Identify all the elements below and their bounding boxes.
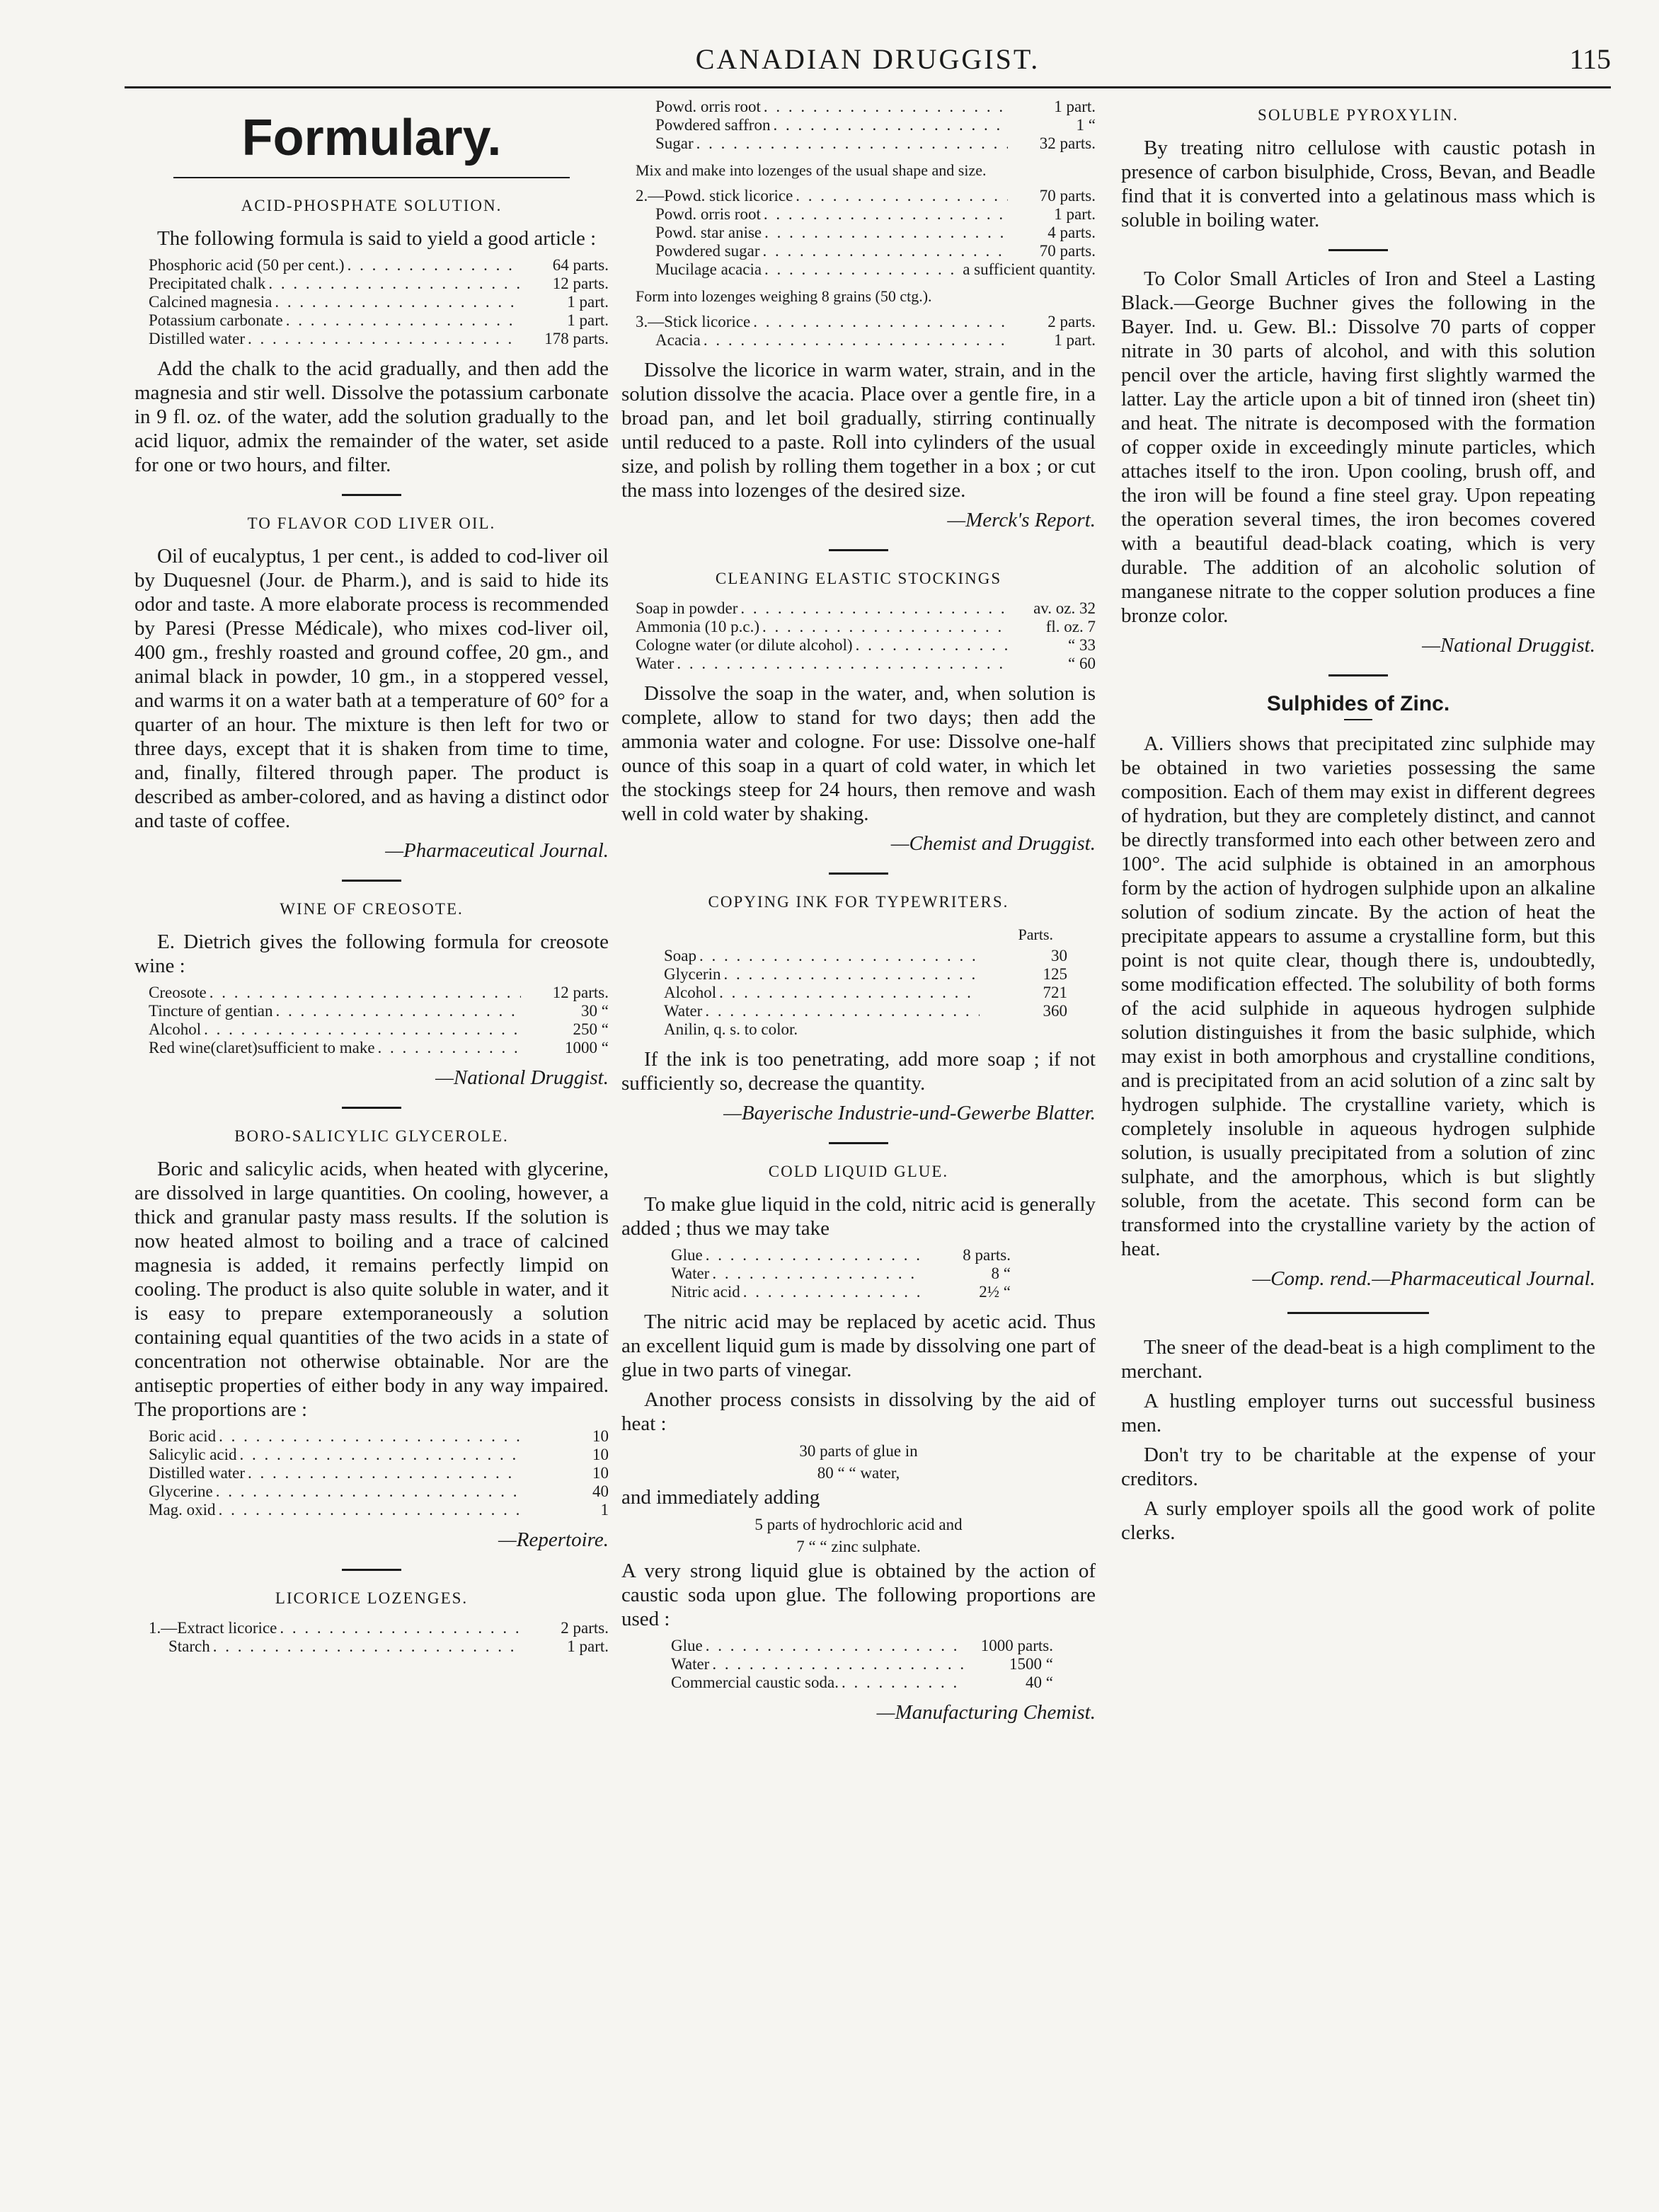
page-header [125,42,1611,88]
formula-row: Calcined magnesia . . . 1 part. [149,293,609,311]
formula-row: Creosote . . . 12 parts. [149,984,609,1002]
formula-row: Water . . . 360 [664,1002,1067,1020]
section-divider [342,494,401,496]
intro-text: The following formula is said to yield a good article : [157,227,597,250]
formula-row: 3.—Stick licorice . . . 2 parts. [636,313,1096,331]
formula-row: Powd. orris root . . . 1 part. [636,205,1096,224]
formula-row: Glue . . . 8 parts. [671,1246,1011,1265]
formula-row: Cologne water (or dilute alcohol) . . . “ 33 [636,636,1096,655]
body-text: The nitric acid may be replaced by acetic acid. Thus an excellent liquid gum is made by dissolving one part of glue in two parts of vinegar. [621,1311,1096,1381]
section-title: CLEANING ELASTIC STOCKINGS [715,570,1002,587]
formula-row: Powd. star anise . . . 4 parts. [636,224,1096,242]
source-citation: —Repertoire. [498,1528,609,1551]
formula-row: Water . . . 8 “ [671,1265,1011,1283]
body-text: Another process consists in dissolving by the aid of heat : [621,1388,1096,1435]
formula-row: Salicylic acid . . . 10 [149,1446,609,1464]
section-divider [1328,249,1388,251]
formula-list [636,313,1096,350]
column-1 [134,98,609,2192]
section-divider [829,872,888,875]
formula-row: Starch . . . 1 part. [149,1637,609,1656]
body-text: By treating nitro cellulose with caustic potash in presence of carbon bisulphide, Cross, Bevan, and Beadle find that it is converted into a gelatinous mass which is soluble in boiling water. [1121,137,1595,231]
body-text: Dissolve the soap in the water, and, when solution is complete, allow to stand for two days; then add the ammonia water and cologne. For use: Dissolve one-half ounce of this soap in a quart of cold water, in which let the stockings steep for 24 hours, then remove and wash well in cold water by shaking. [621,682,1096,825]
formula-row: Phosphoric acid (50 per cent.) . . . 64 parts. [149,256,609,275]
formula-list [149,1427,609,1519]
formula-list [636,187,1096,279]
formula-row: Ammonia (10 p.c.) . . . fl. oz. 7 [636,618,1096,636]
section-divider [1287,1312,1429,1314]
source-citation: —National Druggist. [1422,634,1595,657]
formula-row: Nitric acid . . . 2½ “ [671,1283,1011,1301]
parts-header: Parts. [1018,926,1053,943]
formula-row: Acacia . . . 1 part. [636,331,1096,350]
body-text: To Color Small Articles of Iron and Steel a Lasting Black.—George Buchner gives the following in the Bayer. Ind. u. Gew. Bl.: Dissolve 70 parts of copper nitrate in 30 parts of alcohol, and with this solution pencil over the article, having first slightly warmed the latter. Lay the article upon a bit of tinned iron (sheet tin) and heat. The nitrate is decomposed with the formation of copper oxide in exceedingly minute particles, which attaches itself to the iron. Upon cooling, brush off, and the iron will be found a fine steel gray. Upon repeating the operation several times, the iron becomes covered with a beautiful dead-black coating, which is very durable. The addition of an alcoholic solution of manganese nitrate to the copper solution produces a fine bronze color. [1121,267,1595,627]
formula-row: Mag. oxid . . . 1 [149,1501,609,1519]
formula-row: Soap . . . 30 [664,947,1067,965]
maxim: Don't try to be charitable at the expense of your creditors. [1121,1444,1595,1490]
section-title: LICORICE LOZENGES. [275,1589,469,1607]
formula-row: Glycerin . . . 125 [664,965,1067,984]
section-divider [829,549,888,551]
section-divider [342,1107,401,1109]
section-title: WINE OF CREOSOTE. [280,900,464,918]
formula-list [671,1637,1053,1692]
glue-line: 30 parts of glue in [799,1442,918,1460]
title-rule [1344,719,1372,720]
body-text: and immediately adding [621,1486,820,1509]
formula-row: 1.—Extract licorice . . . 2 parts. [149,1619,609,1637]
body-text: Boric and salicylic acids, when heated with glycerine, are dissolved in large quantities. On cooling, however, a thick and granular pasty mass results. If the solution is now heated almost to boiling and a trace of calcined magnesia is added, it remains perfectly limpid on cooling. The product is also quite soluble in water, and it is easy to prepare extemporaneously a solution containing equal quantities of the two acids in a state of concentration not otherwise obtainable. Nor are the antiseptic properties of either body in any way impaired. The proportions are : [134,1158,609,1421]
maxim: The sneer of the dead-beat is a high compliment to the merchant. [1121,1336,1595,1383]
section-title: Sulphides of Zinc. [1266,692,1450,715]
formula-row: Mucilage acacia . . . a sufficient quantity. [636,260,1096,279]
formula-list [149,984,609,1057]
formula-row: Alcohol . . . 721 [664,984,1067,1002]
formula-note: Form into lozenges weighing 8 grains (50 ctg.). [636,287,932,305]
source-citation: —National Druggist. [435,1066,609,1089]
glue-line: 7 “ “ zinc sulphate. [796,1538,921,1555]
body-text: A very strong liquid glue is obtained by the action of caustic soda upon glue. The following proportions are used : [621,1560,1096,1630]
formula-row: Red wine(claret)sufficient to make . . . 1000 “ [149,1039,609,1057]
formula-row: Glycerine . . . 40 [149,1482,609,1501]
formula-list [149,1619,609,1656]
glue-line: 80 “ “ water, [817,1464,900,1482]
formula-row: Powd. orris root . . . 1 part. [636,98,1096,116]
section-title: TO FLAVOR COD LIVER OIL. [247,514,496,532]
formula-row: Boric acid . . . 10 [149,1427,609,1446]
source-citation: —Merck's Report. [947,509,1096,531]
formula-row: 2.—Powd. stick licorice . . . 70 parts. [636,187,1096,205]
section-divider [829,1142,888,1144]
formula-row: Distilled water . . . 178 parts. [149,330,609,348]
formula-row: Commercial caustic soda. . . . 40 “ [671,1674,1053,1692]
header-rule [125,86,1611,88]
formula-note: Mix and make into lozenges of the usual shape and size. [636,161,987,179]
formula-list [636,98,1096,153]
masthead-rule [173,177,570,178]
source-citation: —Bayerische Industrie-und-Gewerbe Blatter. [723,1102,1096,1124]
formula-list [664,947,1067,1039]
running-head: CANADIAN DRUGGIST. [695,43,1040,75]
formula-row: Water . . . “ 60 [636,655,1096,673]
source-citation: —Manufacturing Chemist. [876,1701,1096,1724]
body-text: A. Villiers shows that precipitated zinc sulphide may be obtained in two varieties possessing the same composition. Each of them may exist in different degrees of hydration, but they are completely distinct, and cannot be directly transformed into each other between zero and 100°. The acid sulphide is obtained in an amorphous form by the action of hydrogen sulphide upon an alkaline solution of sodium zincate. By the action of heat the precipitate appears to assume a crystalline form, but this point is not quite clear, though there is, undoubtedly, some modification effected. The solubility of both forms of the acid sulphide in aqueous hydrogen sulphide solution distinguishes it from the basic sulphide, which may exist in both amorphous and crystalline conditions, and is precipitated from an acid solution of a zinc salt by hydrogen sulphide. The crystalline variety, which is completely insoluble in aqueous hydrogen sulphide solution, is usually precipitated from a solution of zinc sulphate, and the amorphous, which is but slightly soluble, from the acetate. This second form can be transformed into the crystalline variety by the action of heat. [1121,732,1595,1260]
glue-line: 5 parts of hydrochloric acid and [754,1516,963,1533]
maxim: A surly employer spoils all the good work of polite clerks. [1121,1497,1595,1544]
formula-row: Distilled water . . . 10 [149,1464,609,1482]
body-text: If the ink is too penetrating, add more soap ; if not sufficiently so, decrease the quantity. [621,1048,1096,1095]
body-text: Oil of eucalyptus, 1 per cent., is added to cod-liver oil by Duquesnel (Jour. de Pharm.), and is said to hide its odor and taste. A more elaborate process is recommended by Paresi (Presse Médicale), who mixes cod-liver oil, 400 gm., freshly roasted and ground coffee, 20 gm., and animal black in powder, 10 gm., in a stoppered vessel, and warms it on a water bath at a temperature of 60° for a quarter of an hour. The mixture is then left for two or three days, except that it is shaken from time to time, and, finally, filtered through paper. The product is described as amber-colored, and as having a distinct odor and taste of coffee. [134,545,609,832]
intro-text: To make glue liquid in the cold, nitric acid is generally added ; thus we may take [621,1193,1096,1240]
source-citation: —Chemist and Druggist. [890,832,1096,855]
formula-list [671,1246,1011,1301]
formula-row: Tincture of gentian . . . 30 “ [149,1002,609,1020]
section-divider [1328,674,1388,676]
formula-row: Potassium carbonate . . . 1 part. [149,311,609,330]
formula-row: Powdered sugar . . . 70 parts. [636,242,1096,260]
source-citation: —Comp. rend.—Pharmaceutical Journal. [1252,1267,1595,1290]
formula-row: Alcohol . . . 250 “ [149,1020,609,1039]
section-title: COPYING INK FOR TYPEWRITERS. [708,893,1009,911]
body-text: Add the chalk to the acid gradually, and then add the magnesia and stir well. Dissolve the potassium carbonate in 9 fl. oz. of the water, add the solution gradually to the acid liquor, admix the remainder of the water, set aside for one or two hours, and filter. [134,357,609,476]
formula-row: Sugar . . . 32 parts. [636,134,1096,153]
intro-text: E. Dietrich gives the following formula for creosote wine : [134,931,609,977]
formula-list [636,599,1096,673]
masthead: Formulary. [241,110,502,166]
maxim: A hustling employer turns out successful business men. [1121,1390,1595,1436]
section-divider [342,880,401,882]
section-title: BORO-SALICYLIC GLYCEROLE. [234,1127,509,1145]
section-title: ACID-PHOSPHATE SOLUTION. [241,197,503,214]
formula-row: Precipitated chalk . . . 12 parts. [149,275,609,293]
formula-note: Anilin, q. s. to color. [664,1020,798,1038]
formula-row: Powdered saffron . . . 1 “ [636,116,1096,134]
formula-row: Glue . . . 1000 parts. [671,1637,1053,1655]
column-2 [621,98,1096,2192]
section-title: COLD LIQUID GLUE. [768,1163,949,1180]
source-citation: —Pharmaceutical Journal. [385,839,609,862]
section-title: SOLUBLE PYROXYLIN. [1258,106,1459,124]
formula-row: Soap in powder . . . av. oz. 32 [636,599,1096,618]
body-text: Dissolve the licorice in warm water, strain, and in the solution dissolve the acacia. Place over a gentle fire, in a broad pan, and let boil gradually, stirring continually until reduced to a paste. Roll into cylinders of the usual size, and polish by rolling them together in a box ; or cut the mass into lozenges of the desired size. [621,359,1096,502]
page-number: 115 [1569,43,1611,75]
formula-row: Water . . . 1500 “ [671,1655,1053,1674]
formula-list [149,256,609,348]
column-3 [1121,98,1595,2192]
section-divider [342,1569,401,1571]
